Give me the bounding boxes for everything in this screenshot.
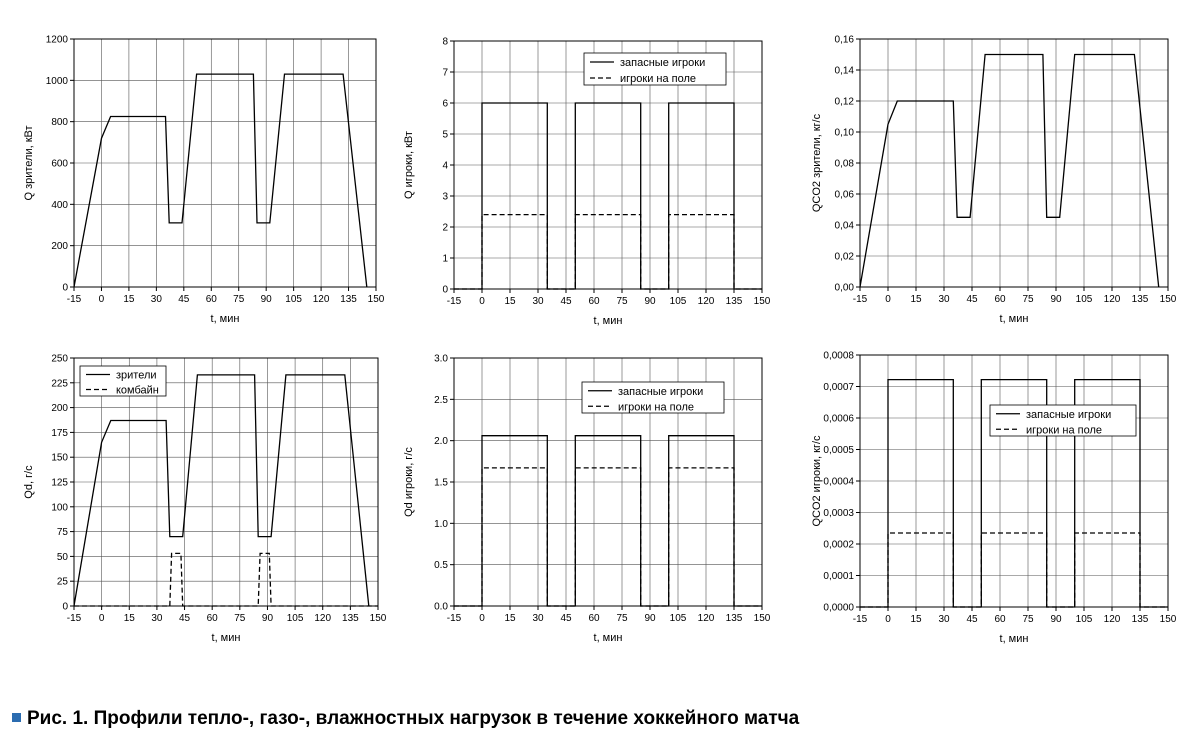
x-tick-label: 120 [697, 296, 715, 307]
legend-label-1: зрители [116, 369, 157, 382]
x-tick-label: 0 [98, 294, 105, 305]
x-tick-label: 90 [644, 296, 656, 307]
y-tick-label: 800 [51, 117, 68, 129]
x-tick-label: 45 [966, 294, 978, 305]
x-tick-label: -15 [446, 296, 462, 307]
y-tick-label: 0 [442, 284, 448, 296]
y-tick-label: 7 [442, 67, 448, 79]
x-tick-label: -15 [66, 613, 82, 624]
x-tick-label: 30 [938, 294, 950, 305]
x-tick-label: 150 [753, 613, 771, 624]
x-tick-label: 105 [669, 296, 687, 307]
y-tick-label: 3.0 [434, 353, 448, 365]
chart-panel-6 [811, 351, 1177, 646]
x-tick-label: 135 [340, 294, 357, 305]
x-tick-label: 45 [966, 614, 978, 625]
figure-caption-text: Рис. 1. Профили тепло-, газо-, влажностных нагрузок в течение хоккейного матча [27, 708, 800, 729]
x-tick-label: 150 [753, 296, 771, 307]
x-tick-label: 30 [150, 294, 162, 305]
x-axis-label: t, мин [593, 632, 623, 644]
y-tick-label: 3 [442, 191, 448, 203]
y-tick-label: 0,0000 [823, 602, 854, 614]
x-tick-label: 150 [369, 613, 387, 624]
y-axis-label: QCO2 игроки, кг/с [811, 435, 823, 527]
x-tick-label: 45 [178, 613, 191, 624]
legend-label-1: запасные игроки [618, 385, 704, 398]
x-tick-label: 90 [644, 613, 656, 624]
x-tick-label: 0 [885, 614, 891, 625]
x-axis-label: t, мин [999, 313, 1029, 325]
x-tick-label: 30 [532, 613, 544, 624]
y-tick-label: 4 [442, 160, 448, 172]
y-tick-label: 5 [442, 129, 448, 141]
y-tick-label: 0,04 [834, 220, 854, 232]
x-tick-label: 120 [314, 613, 332, 624]
x-tick-label: 30 [151, 613, 163, 624]
x-tick-label: 75 [234, 613, 246, 624]
x-tick-label: 45 [560, 296, 572, 307]
chart-panel-2 [403, 37, 771, 328]
x-tick-label: 120 [1103, 614, 1121, 625]
series-line-1 [74, 74, 367, 287]
x-tick-label: 0 [885, 294, 891, 305]
x-tick-label: 60 [994, 614, 1006, 625]
y-tick-label: 0,0006 [823, 413, 854, 425]
y-tick-label: 1200 [45, 34, 68, 46]
x-tick-label: 0 [479, 296, 485, 307]
x-tick-label: 0 [479, 613, 485, 624]
series-line-1 [454, 436, 762, 606]
y-tick-label: 0,06 [834, 189, 854, 201]
y-tick-label: 0,12 [834, 96, 854, 108]
y-tick-label: 250 [51, 353, 68, 365]
legend-label-2: комбайн [116, 384, 159, 397]
x-tick-label: 60 [205, 294, 217, 305]
legend-label-1: запасные игроки [620, 57, 706, 69]
x-axis-label: t, мин [593, 315, 623, 327]
legend-label-2: игроки на поле [618, 401, 695, 414]
y-tick-label: 400 [51, 199, 68, 211]
x-tick-label: 135 [342, 613, 359, 624]
y-tick-label: 0.5 [434, 560, 448, 572]
x-tick-label: 90 [260, 294, 272, 305]
x-axis-label: t, мин [999, 633, 1029, 645]
y-tick-label: 0,16 [834, 34, 854, 46]
x-tick-label: 105 [1075, 614, 1093, 625]
y-tick-label: 150 [51, 452, 68, 464]
x-tick-label: 120 [697, 613, 715, 624]
y-tick-label: 0,00 [834, 282, 854, 294]
y-tick-label: 1.0 [434, 518, 448, 530]
y-tick-label: 6 [442, 98, 448, 110]
x-tick-label: 15 [123, 613, 135, 624]
figure-caption [12, 708, 799, 730]
x-tick-label: 60 [206, 613, 218, 624]
x-tick-label: -15 [852, 294, 868, 305]
y-axis-label: Qd игроки, г/с [403, 447, 415, 517]
y-tick-label: 2.0 [434, 436, 448, 448]
x-tick-label: 135 [725, 296, 743, 307]
y-tick-label: 2 [442, 222, 448, 234]
y-tick-label: 0,08 [834, 158, 854, 170]
y-tick-label: 0.0 [434, 601, 448, 613]
chart-panel-5 [403, 354, 771, 645]
y-tick-label: 200 [51, 241, 68, 253]
y-tick-label: 0 [62, 282, 68, 294]
x-tick-label: 75 [1022, 294, 1034, 305]
y-tick-label: 0,0004 [823, 476, 854, 488]
y-tick-label: 0,0003 [823, 508, 854, 519]
legend-label-1: запасные игроки [1026, 408, 1112, 421]
y-tick-label: 175 [51, 427, 68, 439]
x-tick-label: 90 [1050, 294, 1062, 305]
series-line-2 [74, 553, 378, 606]
x-axis-label: t, мин [210, 313, 240, 325]
x-tick-label: 30 [938, 614, 950, 625]
x-axis-label: t, мин [211, 632, 241, 644]
x-tick-label: -15 [66, 294, 82, 305]
y-tick-label: 1.5 [434, 477, 448, 489]
x-tick-label: 105 [669, 613, 687, 624]
x-tick-label: 135 [1131, 294, 1149, 305]
x-tick-label: 75 [616, 613, 628, 624]
x-tick-label: 135 [1131, 614, 1149, 625]
y-tick-label: 8 [442, 36, 448, 48]
x-tick-label: -15 [852, 614, 868, 625]
y-tick-label: 0,0001 [823, 571, 854, 582]
x-tick-label: 75 [616, 296, 628, 307]
y-tick-label: 200 [51, 403, 68, 415]
y-tick-label: 50 [56, 551, 68, 563]
x-tick-label: 0 [98, 613, 105, 624]
y-tick-label: 225 [51, 378, 68, 390]
x-tick-label: 60 [588, 296, 600, 307]
y-axis-label: QCO2 зрители, кг/с [811, 113, 823, 213]
x-tick-label: 15 [504, 613, 516, 624]
y-tick-label: 600 [51, 158, 68, 170]
x-tick-label: 75 [233, 294, 245, 305]
y-axis-label: Qd, г/с [23, 465, 35, 499]
y-tick-label: 75 [56, 527, 68, 539]
series-line-1 [74, 375, 369, 606]
x-tick-label: 15 [123, 294, 135, 305]
legend-label-2: игроки на поле [1026, 424, 1103, 437]
y-tick-label: 25 [56, 576, 68, 588]
x-tick-label: 150 [367, 294, 385, 305]
x-tick-label: 30 [532, 296, 544, 307]
x-tick-label: 150 [1159, 614, 1177, 625]
x-tick-label: -15 [446, 613, 462, 624]
x-tick-label: 90 [261, 613, 274, 624]
y-axis-label: Q зрители, кВт [23, 125, 35, 201]
chart-panel-1 [23, 35, 385, 326]
x-tick-label: 105 [1075, 294, 1093, 305]
x-tick-label: 15 [910, 614, 922, 625]
x-tick-label: 15 [504, 296, 516, 307]
series-line-2 [454, 468, 762, 606]
y-tick-label: 0 [62, 601, 68, 613]
y-tick-label: 0,0002 [823, 539, 854, 551]
y-tick-label: 125 [51, 477, 68, 489]
y-tick-label: 100 [51, 502, 68, 514]
y-tick-label: 2.5 [434, 394, 448, 406]
x-tick-label: 150 [1159, 294, 1177, 305]
x-tick-label: 135 [725, 613, 743, 624]
x-tick-label: 60 [588, 613, 600, 624]
x-tick-label: 120 [1103, 294, 1121, 305]
x-tick-label: 105 [286, 613, 304, 624]
chart-panel-4 [23, 354, 387, 645]
y-tick-label: 0,0007 [823, 382, 854, 393]
series-line-1 [860, 55, 1159, 288]
x-tick-label: 60 [994, 294, 1006, 305]
legend-label-2: игроки на поле [620, 73, 697, 85]
x-tick-label: 120 [312, 294, 330, 305]
y-tick-label: 0,0005 [823, 445, 854, 456]
y-tick-label: 0,10 [834, 127, 854, 139]
chart-panel-3 [811, 35, 1177, 326]
series-line-2 [454, 215, 762, 289]
x-tick-label: 15 [910, 294, 922, 305]
x-tick-label: 105 [285, 294, 302, 305]
y-tick-label: 0,02 [834, 251, 854, 263]
x-tick-label: 45 [560, 613, 572, 624]
x-tick-label: 45 [178, 294, 190, 305]
x-tick-label: 75 [1022, 614, 1034, 625]
y-tick-label: 1 [442, 253, 448, 265]
y-tick-label: 0,0008 [823, 350, 854, 362]
y-tick-label: 1000 [45, 75, 68, 87]
y-axis-label: Q игроки, кВт [403, 131, 415, 199]
y-tick-label: 0,14 [834, 65, 854, 77]
caption-bullet-icon [12, 713, 21, 722]
x-tick-label: 90 [1050, 614, 1062, 625]
